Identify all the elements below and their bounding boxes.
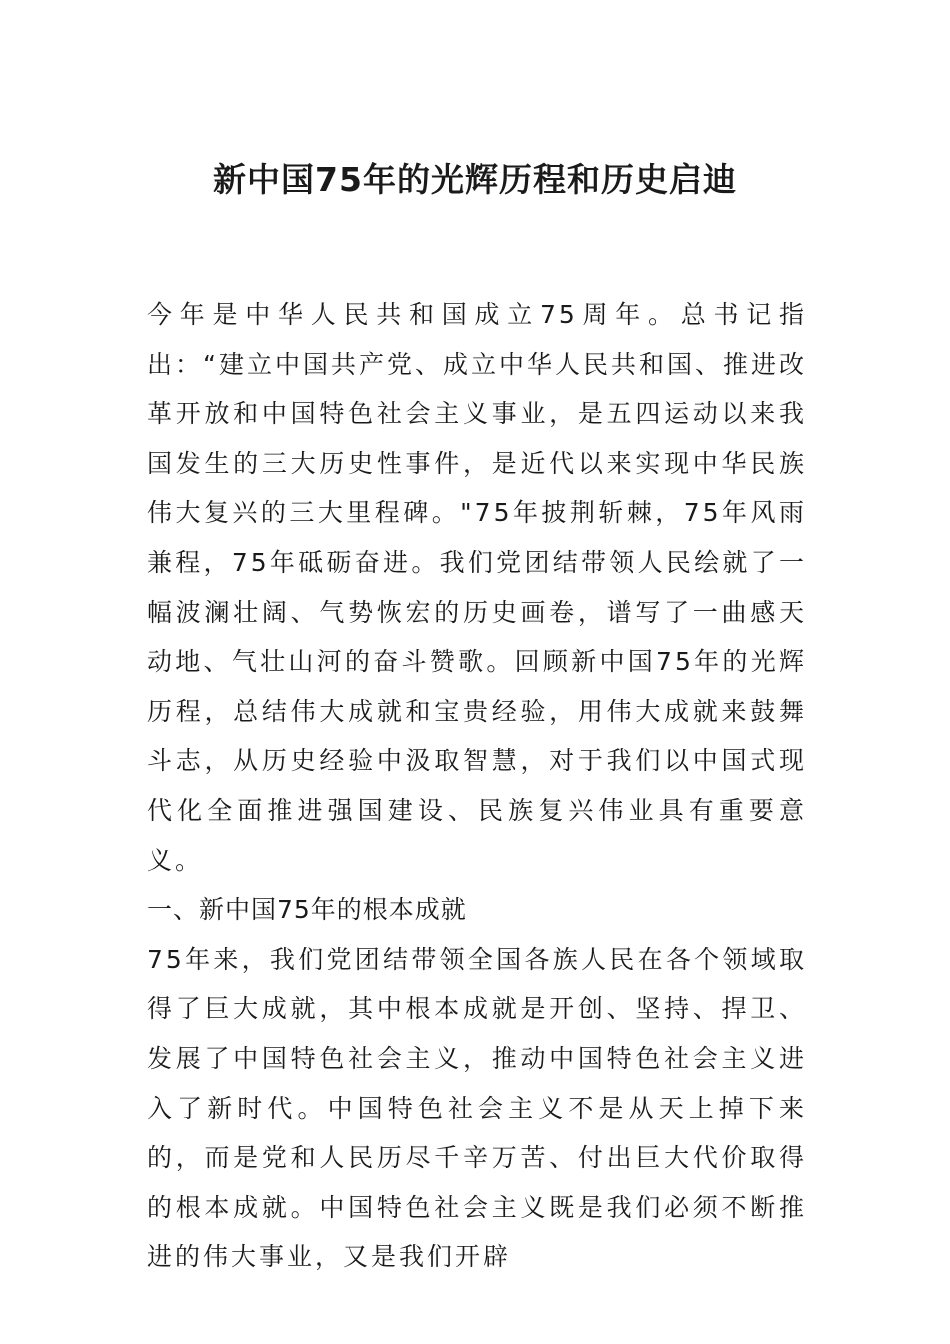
document-body [147, 290, 807, 1282]
section-heading: 一、新中国75年的根本成就 [147, 895, 467, 925]
intro-paragraph: 今年是中华人民共和国成立75周年。总书记指出：“建立中国共产党、成立中华人民共和国、推进改革开放和中国特色社会主义事业，是五四运动以来我国发生的三大历史性事件，是近代以来实现中华民族伟大复兴的三大里程碑。"75年披荆斩棘，75年风雨兼程，75年砥砺奋进。我们党团结带领人民绘就了一幅波澜壮阔、气势恢宏的历史画卷，谱写了一曲感天动地、气壮山河的奋斗赞歌。回顾新中国75年的光辉历程，总结伟大成就和宝贵经验，用伟大成就来鼓舞斗志，从历史经验中汲取智慧，对于我们以中国式现代化全面推进强国建设、民族复兴伟业具有重要意义。 [147, 300, 807, 875]
section-paragraph: 75年来，我们党团结带领全国各族人民在各个领域取得了巨大成就，其中根本成就是开创、坚持、捍卫、发展了中国特色社会主义，推动中国特色社会主义进入了新时代。中国特色社会主义不是从天上掉下来的，而是党和人民历尽千辛万苦、付出巨大代价取得的根本成就。中国特色社会主义既是我们必须不断推进的伟大事业，又是我们开辟 [147, 944, 807, 1272]
document-title: 新中国75年的光辉历程和历史启迪 [213, 160, 737, 199]
